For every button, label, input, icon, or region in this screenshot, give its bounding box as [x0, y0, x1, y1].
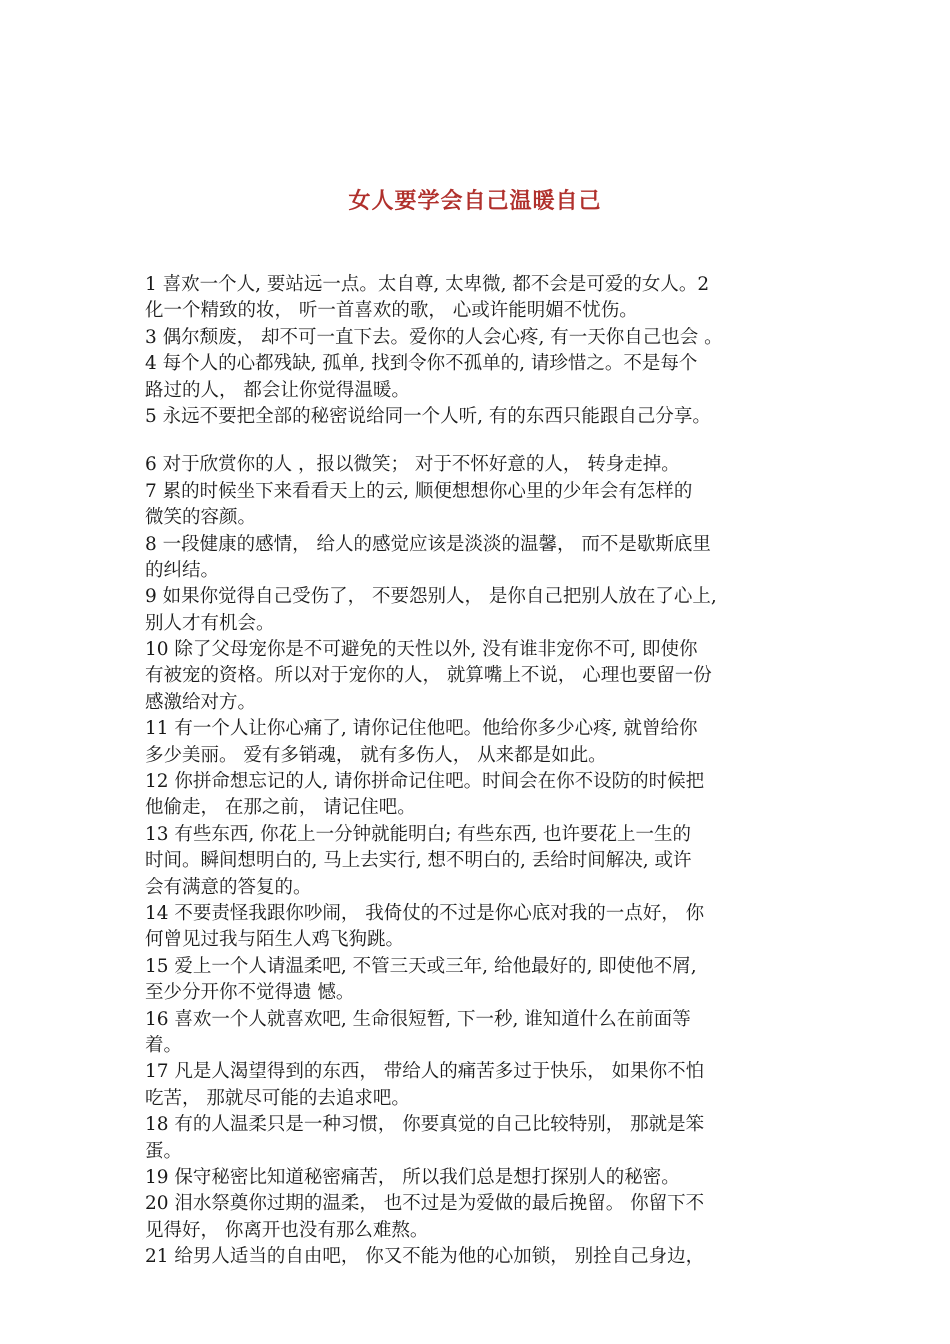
text-line: 20 泪水祭奠你过期的温柔， 也不过是为爱做的最后挽留。 你留下不 — [145, 1193, 705, 1215]
text-line: 6 对于欣赏你的人 ，报以微笑； 对于不怀好意的人， 转身走掉。 — [145, 454, 680, 476]
text-line: 有被宠的资格。所以对于宠你的人， 就算嘴上不说， 心理也要留一份 — [145, 665, 712, 687]
text-line: 3 偶尔颓废， 却不可一直下去。爱你的人会心疼, 有一天你自己也会 。 — [145, 326, 723, 348]
document-body — [145, 272, 825, 1270]
paragraph-gap — [145, 430, 825, 452]
text-line: 5 永远不要把全部的秘密说给同一个人听, 有的东西只能跟自己分享。 — [145, 405, 711, 427]
text-line: 19 保守秘密比知道秘密痛苦， 所以我们总是想打探别人的秘密。 — [145, 1166, 680, 1188]
text-line: 1 喜欢一个人, 要站远一点。太自尊, 太卑微, 都不会是可爱的女人。2 — [145, 274, 710, 295]
text-line: 见得好， 你离开也没有那么难熬。 — [145, 1219, 429, 1241]
text-line: 蛋。 — [145, 1140, 183, 1162]
text-line: 14 不要责怪我跟你吵闹， 我倚仗的不过是你心底对我的一点好， 你 — [145, 902, 705, 924]
text-line: 会有满意的答复的。 — [145, 876, 312, 898]
text-line: 9 如果你觉得自己受伤了， 不要怨别人， 是你自己把别人放在了心上, — [145, 586, 717, 608]
text-line: 微笑的容颜。 — [145, 507, 257, 529]
text-line: 15 爱上一个人请温柔吧, 不管三天或三年, 给他最好的, 即使他不屑, — [145, 955, 697, 977]
document-title: 女人要学会自己温暖自己 — [348, 188, 602, 214]
text-line: 化一个精致的妆， 听一首喜欢的歌， 心或许能明媚不忧伤。 — [145, 300, 638, 322]
text-line: 的纠结。 — [145, 559, 220, 581]
text-line: 着。 — [145, 1034, 183, 1056]
text-line: 4 每个人的心都残缺, 孤单, 找到令你不孤单的, 请珍惜之。不是每个 — [145, 353, 698, 375]
text-line: 路过的人， 都会让你觉得温暖。 — [145, 379, 410, 401]
text-line: 17 凡是人渴望得到的东西， 带给人的痛苦多过于快乐， 如果你不怕 — [145, 1061, 705, 1083]
text-line: 别人才有机会。 — [145, 612, 275, 634]
text-line: 11 有一个人让你心痛了, 请你记住他吧。他给你多少心疼, 就曾给你 — [145, 718, 698, 740]
text-line: 时间。瞬间想明白的, 马上去实行, 想不明白的, 丢给时间解决, 或许 — [145, 850, 692, 872]
text-line: 他偷走， 在那之前， 请记住吧。 — [145, 797, 416, 819]
text-line: 至少分开你不觉得遗 憾。 — [145, 982, 355, 1004]
text-line: 12 你拼命想忘记的人, 请你拼命记住吧。时间会在你不设防的时候把 — [145, 771, 705, 793]
text-line: 18 有的人温柔只是一种习惯， 你要真觉的自己比较特别， 那就是笨 — [145, 1114, 705, 1136]
text-line: 吃苦， 那就尽可能的去追求吧。 — [145, 1087, 410, 1109]
text-line: 多少美丽。 爱有多销魂， 就有多伤人， 从来都是如此。 — [145, 744, 607, 766]
text-line: 16 喜欢一个人就喜欢吧, 生命很短暂, 下一秒, 谁知道什么在前面等 — [145, 1008, 691, 1030]
text-line: 10 除了父母宠你是不可避免的天性以外, 没有谁非宠你不可, 即使你 — [145, 639, 698, 661]
text-line: 13 有些东西, 你花上一分钟就能明白; 有些东西, 也许要花上一生的 — [145, 823, 692, 845]
text-line: 7 累的时候坐下来看看天上的云, 顺便想想你心里的少年会有怎样的 — [145, 480, 693, 502]
text-line: 8 一段健康的感情， 给人的感觉应该是淡淡的温馨， 而不是歇斯底里 — [145, 533, 711, 555]
text-line: 何曾见过我与陌生人鸡飞狗跳。 — [145, 929, 405, 951]
text-line: 21 给男人适当的自由吧， 你又不能为他的心加锁， 别拴自己身边， — [145, 1246, 705, 1268]
text-line: 感激给对方。 — [145, 691, 257, 713]
